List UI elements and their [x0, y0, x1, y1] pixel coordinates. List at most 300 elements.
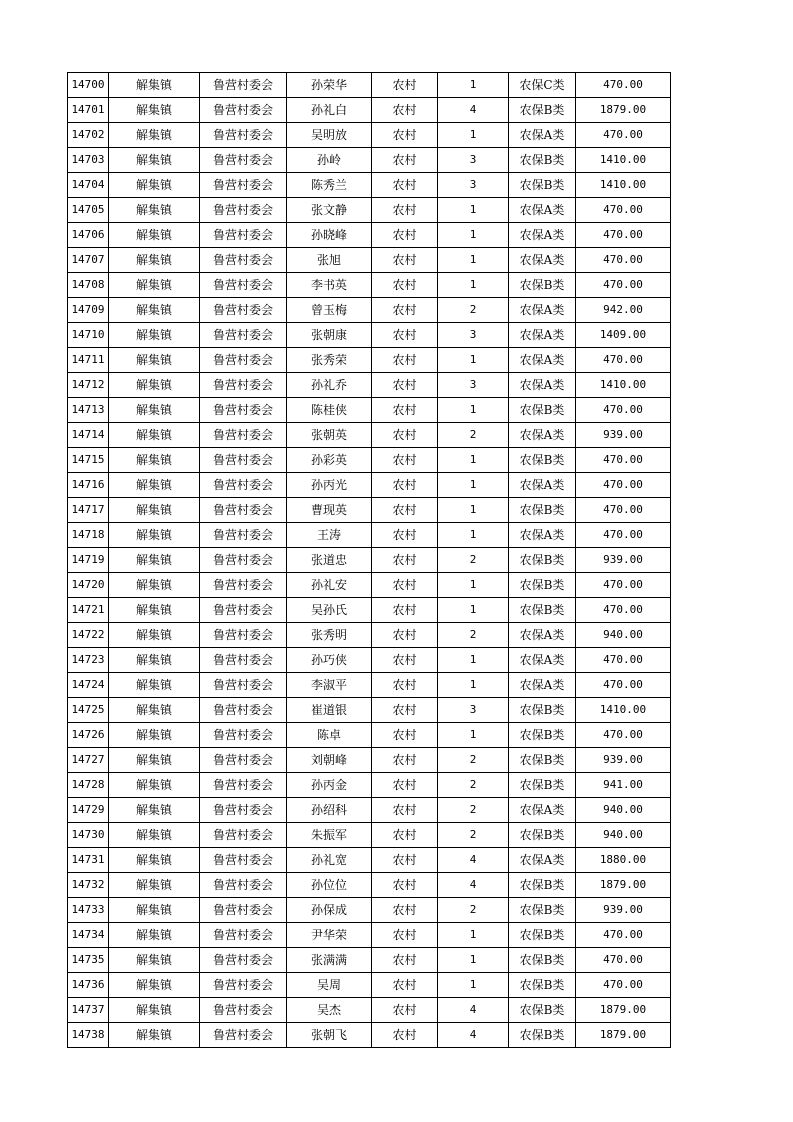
member-count-cell: 1	[438, 648, 509, 673]
record-id-cell: 14705	[68, 198, 109, 223]
record-id-cell: 14714	[68, 423, 109, 448]
record-id-cell: 14732	[68, 873, 109, 898]
amount-cell: 470.00	[576, 673, 671, 698]
household-type-cell: 农村	[372, 548, 438, 573]
record-id-cell: 14703	[68, 148, 109, 173]
amount-cell: 939.00	[576, 423, 671, 448]
person-name-cell: 吴孙氏	[287, 598, 372, 623]
amount-cell: 470.00	[576, 723, 671, 748]
town-cell: 解集镇	[109, 173, 200, 198]
town-cell: 解集镇	[109, 323, 200, 348]
household-type-cell: 农村	[372, 223, 438, 248]
insurance-category-cell: 农保A类	[509, 248, 576, 273]
record-id-cell: 14716	[68, 473, 109, 498]
table-row	[68, 823, 671, 848]
amount-cell: 1879.00	[576, 1023, 671, 1048]
household-type-cell: 农村	[372, 698, 438, 723]
village-committee-cell: 鲁营村委会	[200, 923, 287, 948]
record-id-cell: 14722	[68, 623, 109, 648]
town-cell: 解集镇	[109, 98, 200, 123]
village-committee-cell: 鲁营村委会	[200, 548, 287, 573]
village-committee-cell: 鲁营村委会	[200, 73, 287, 98]
household-type-cell: 农村	[372, 873, 438, 898]
town-cell: 解集镇	[109, 423, 200, 448]
member-count-cell: 2	[438, 898, 509, 923]
table-row	[68, 948, 671, 973]
person-name-cell: 崔道银	[287, 698, 372, 723]
household-type-cell: 农村	[372, 823, 438, 848]
town-cell: 解集镇	[109, 648, 200, 673]
table-row	[68, 998, 671, 1023]
household-type-cell: 农村	[372, 898, 438, 923]
village-committee-cell: 鲁营村委会	[200, 948, 287, 973]
village-committee-cell: 鲁营村委会	[200, 223, 287, 248]
town-cell: 解集镇	[109, 148, 200, 173]
town-cell: 解集镇	[109, 473, 200, 498]
household-type-cell: 农村	[372, 148, 438, 173]
table-row	[68, 423, 671, 448]
person-name-cell: 陈桂侠	[287, 398, 372, 423]
table-row	[68, 248, 671, 273]
table-row	[68, 973, 671, 998]
village-committee-cell: 鲁营村委会	[200, 673, 287, 698]
insurance-category-cell: 农保B类	[509, 923, 576, 948]
person-name-cell: 张满满	[287, 948, 372, 973]
town-cell: 解集镇	[109, 973, 200, 998]
amount-cell: 470.00	[576, 73, 671, 98]
record-id-cell: 14706	[68, 223, 109, 248]
table-row	[68, 498, 671, 523]
member-count-cell: 1	[438, 673, 509, 698]
person-name-cell: 张旭	[287, 248, 372, 273]
town-cell: 解集镇	[109, 448, 200, 473]
village-committee-cell: 鲁营村委会	[200, 1023, 287, 1048]
town-cell: 解集镇	[109, 598, 200, 623]
amount-cell: 942.00	[576, 298, 671, 323]
record-id-cell: 14707	[68, 248, 109, 273]
town-cell: 解集镇	[109, 873, 200, 898]
member-count-cell: 2	[438, 823, 509, 848]
household-type-cell: 农村	[372, 848, 438, 873]
insurance-category-cell: 农保B类	[509, 98, 576, 123]
household-type-cell: 农村	[372, 773, 438, 798]
town-cell: 解集镇	[109, 73, 200, 98]
household-type-cell: 农村	[372, 373, 438, 398]
village-committee-cell: 鲁营村委会	[200, 473, 287, 498]
member-count-cell: 2	[438, 773, 509, 798]
town-cell: 解集镇	[109, 673, 200, 698]
amount-cell: 939.00	[576, 548, 671, 573]
record-id-cell: 14726	[68, 723, 109, 748]
village-committee-cell: 鲁营村委会	[200, 198, 287, 223]
town-cell: 解集镇	[109, 248, 200, 273]
insurance-category-cell: 农保B类	[509, 173, 576, 198]
insurance-category-cell: 农保A类	[509, 348, 576, 373]
village-committee-cell: 鲁营村委会	[200, 648, 287, 673]
household-type-cell: 农村	[372, 398, 438, 423]
record-id-cell: 14700	[68, 73, 109, 98]
household-type-cell: 农村	[372, 573, 438, 598]
household-type-cell: 农村	[372, 323, 438, 348]
table-row	[68, 748, 671, 773]
record-id-cell: 14737	[68, 998, 109, 1023]
household-type-cell: 农村	[372, 498, 438, 523]
record-id-cell: 14708	[68, 273, 109, 298]
member-count-cell: 1	[438, 573, 509, 598]
town-cell: 解集镇	[109, 273, 200, 298]
person-name-cell: 曾玉梅	[287, 298, 372, 323]
amount-cell: 470.00	[576, 448, 671, 473]
table-row	[68, 573, 671, 598]
table-row	[68, 323, 671, 348]
record-id-cell: 14721	[68, 598, 109, 623]
village-committee-cell: 鲁营村委会	[200, 423, 287, 448]
insurance-category-cell: 农保A类	[509, 123, 576, 148]
member-count-cell: 4	[438, 98, 509, 123]
insurance-category-cell: 农保A类	[509, 848, 576, 873]
insurance-category-cell: 农保B类	[509, 398, 576, 423]
insurance-category-cell: 农保A类	[509, 648, 576, 673]
table-row	[68, 73, 671, 98]
record-id-cell: 14709	[68, 298, 109, 323]
amount-cell: 940.00	[576, 798, 671, 823]
household-type-cell: 农村	[372, 123, 438, 148]
person-name-cell: 孙位位	[287, 873, 372, 898]
insurance-category-cell: 农保B类	[509, 748, 576, 773]
town-cell: 解集镇	[109, 798, 200, 823]
amount-cell: 470.00	[576, 498, 671, 523]
village-committee-cell: 鲁营村委会	[200, 723, 287, 748]
amount-cell: 1879.00	[576, 998, 671, 1023]
table-row	[68, 648, 671, 673]
member-count-cell: 1	[438, 923, 509, 948]
household-type-cell: 农村	[372, 648, 438, 673]
table-row	[68, 548, 671, 573]
person-name-cell: 张朝英	[287, 423, 372, 448]
household-type-cell: 农村	[372, 98, 438, 123]
roster-body	[68, 73, 671, 1048]
record-id-cell: 14736	[68, 973, 109, 998]
member-count-cell: 1	[438, 723, 509, 748]
person-name-cell: 孙晓峰	[287, 223, 372, 248]
table-row	[68, 673, 671, 698]
table-row	[68, 223, 671, 248]
village-committee-cell: 鲁营村委会	[200, 523, 287, 548]
record-id-cell: 14735	[68, 948, 109, 973]
insurance-category-cell: 农保B类	[509, 823, 576, 848]
village-committee-cell: 鲁营村委会	[200, 298, 287, 323]
member-count-cell: 2	[438, 623, 509, 648]
person-name-cell: 李书英	[287, 273, 372, 298]
household-type-cell: 农村	[372, 748, 438, 773]
member-count-cell: 1	[438, 948, 509, 973]
village-committee-cell: 鲁营村委会	[200, 823, 287, 848]
town-cell: 解集镇	[109, 948, 200, 973]
record-id-cell: 14729	[68, 798, 109, 823]
household-type-cell: 农村	[372, 998, 438, 1023]
amount-cell: 470.00	[576, 573, 671, 598]
town-cell: 解集镇	[109, 548, 200, 573]
amount-cell: 939.00	[576, 748, 671, 773]
table-row	[68, 398, 671, 423]
household-type-cell: 农村	[372, 673, 438, 698]
town-cell: 解集镇	[109, 523, 200, 548]
amount-cell: 470.00	[576, 273, 671, 298]
record-id-cell: 14701	[68, 98, 109, 123]
village-committee-cell: 鲁营村委会	[200, 323, 287, 348]
town-cell: 解集镇	[109, 398, 200, 423]
person-name-cell: 曹现英	[287, 498, 372, 523]
village-committee-cell: 鲁营村委会	[200, 173, 287, 198]
member-count-cell: 1	[438, 523, 509, 548]
household-type-cell: 农村	[372, 473, 438, 498]
person-name-cell: 尹华荣	[287, 923, 372, 948]
town-cell: 解集镇	[109, 373, 200, 398]
village-committee-cell: 鲁营村委会	[200, 973, 287, 998]
member-count-cell: 3	[438, 698, 509, 723]
member-count-cell: 1	[438, 598, 509, 623]
amount-cell: 941.00	[576, 773, 671, 798]
household-type-cell: 农村	[372, 348, 438, 373]
roster-table	[67, 72, 671, 1048]
member-count-cell: 4	[438, 998, 509, 1023]
household-type-cell: 农村	[372, 623, 438, 648]
town-cell: 解集镇	[109, 348, 200, 373]
insurance-category-cell: 农保A类	[509, 673, 576, 698]
village-committee-cell: 鲁营村委会	[200, 773, 287, 798]
person-name-cell: 李淑平	[287, 673, 372, 698]
household-type-cell: 农村	[372, 523, 438, 548]
amount-cell: 470.00	[576, 223, 671, 248]
household-type-cell: 农村	[372, 298, 438, 323]
amount-cell: 470.00	[576, 923, 671, 948]
table-row	[68, 898, 671, 923]
amount-cell: 470.00	[576, 248, 671, 273]
town-cell: 解集镇	[109, 773, 200, 798]
village-committee-cell: 鲁营村委会	[200, 123, 287, 148]
amount-cell: 1410.00	[576, 148, 671, 173]
amount-cell: 1880.00	[576, 848, 671, 873]
insurance-category-cell: 农保A类	[509, 523, 576, 548]
table-row	[68, 798, 671, 823]
amount-cell: 470.00	[576, 123, 671, 148]
amount-cell: 1410.00	[576, 173, 671, 198]
table-row	[68, 448, 671, 473]
town-cell: 解集镇	[109, 698, 200, 723]
insurance-category-cell: 农保B类	[509, 723, 576, 748]
amount-cell: 1879.00	[576, 98, 671, 123]
person-name-cell: 张朝飞	[287, 1023, 372, 1048]
member-count-cell: 3	[438, 173, 509, 198]
record-id-cell: 14734	[68, 923, 109, 948]
amount-cell: 939.00	[576, 898, 671, 923]
amount-cell: 1409.00	[576, 323, 671, 348]
village-committee-cell: 鲁营村委会	[200, 598, 287, 623]
insurance-category-cell: 农保A类	[509, 223, 576, 248]
insurance-category-cell: 农保A类	[509, 473, 576, 498]
person-name-cell: 孙礼乔	[287, 373, 372, 398]
household-type-cell: 农村	[372, 798, 438, 823]
insurance-category-cell: 农保A类	[509, 623, 576, 648]
insurance-category-cell: 农保A类	[509, 323, 576, 348]
person-name-cell: 孙巧侠	[287, 648, 372, 673]
amount-cell: 940.00	[576, 623, 671, 648]
insurance-category-cell: 农保B类	[509, 573, 576, 598]
village-committee-cell: 鲁营村委会	[200, 848, 287, 873]
insurance-category-cell: 农保A类	[509, 373, 576, 398]
amount-cell: 1410.00	[576, 373, 671, 398]
insurance-category-cell: 农保B类	[509, 698, 576, 723]
village-committee-cell: 鲁营村委会	[200, 98, 287, 123]
household-type-cell: 农村	[372, 448, 438, 473]
amount-cell: 470.00	[576, 473, 671, 498]
town-cell: 解集镇	[109, 573, 200, 598]
member-count-cell: 1	[438, 123, 509, 148]
insurance-category-cell: 农保A类	[509, 198, 576, 223]
record-id-cell: 14712	[68, 373, 109, 398]
insurance-category-cell: 农保B类	[509, 873, 576, 898]
record-id-cell: 14724	[68, 673, 109, 698]
household-type-cell: 农村	[372, 173, 438, 198]
record-id-cell: 14733	[68, 898, 109, 923]
amount-cell: 470.00	[576, 348, 671, 373]
table-row	[68, 98, 671, 123]
member-count-cell: 2	[438, 798, 509, 823]
table-row	[68, 173, 671, 198]
table-row	[68, 273, 671, 298]
record-id-cell: 14713	[68, 398, 109, 423]
town-cell: 解集镇	[109, 823, 200, 848]
household-type-cell: 农村	[372, 423, 438, 448]
table-row	[68, 873, 671, 898]
household-type-cell: 农村	[372, 948, 438, 973]
village-committee-cell: 鲁营村委会	[200, 248, 287, 273]
insurance-category-cell: 农保B类	[509, 773, 576, 798]
insurance-category-cell: 农保B类	[509, 1023, 576, 1048]
member-count-cell: 4	[438, 873, 509, 898]
record-id-cell: 14715	[68, 448, 109, 473]
person-name-cell: 孙礼宽	[287, 848, 372, 873]
person-name-cell: 孙丙光	[287, 473, 372, 498]
insurance-category-cell: 农保B类	[509, 498, 576, 523]
member-count-cell: 2	[438, 748, 509, 773]
person-name-cell: 孙彩英	[287, 448, 372, 473]
person-name-cell: 孙丙金	[287, 773, 372, 798]
table-row	[68, 698, 671, 723]
village-committee-cell: 鲁营村委会	[200, 873, 287, 898]
amount-cell: 470.00	[576, 648, 671, 673]
person-name-cell: 朱振军	[287, 823, 372, 848]
village-committee-cell: 鲁营村委会	[200, 623, 287, 648]
person-name-cell: 张道忠	[287, 548, 372, 573]
table-row	[68, 123, 671, 148]
member-count-cell: 2	[438, 298, 509, 323]
town-cell: 解集镇	[109, 198, 200, 223]
member-count-cell: 1	[438, 198, 509, 223]
table-row	[68, 773, 671, 798]
member-count-cell: 1	[438, 398, 509, 423]
person-name-cell: 吴周	[287, 973, 372, 998]
amount-cell: 470.00	[576, 948, 671, 973]
village-committee-cell: 鲁营村委会	[200, 998, 287, 1023]
member-count-cell: 3	[438, 373, 509, 398]
town-cell: 解集镇	[109, 623, 200, 648]
record-id-cell: 14704	[68, 173, 109, 198]
table-row	[68, 623, 671, 648]
table-row	[68, 198, 671, 223]
village-committee-cell: 鲁营村委会	[200, 748, 287, 773]
insurance-category-cell: 农保B类	[509, 598, 576, 623]
village-committee-cell: 鲁营村委会	[200, 573, 287, 598]
table-row	[68, 598, 671, 623]
town-cell: 解集镇	[109, 748, 200, 773]
table-row	[68, 848, 671, 873]
town-cell: 解集镇	[109, 1023, 200, 1048]
town-cell: 解集镇	[109, 998, 200, 1023]
person-name-cell: 吴明放	[287, 123, 372, 148]
record-id-cell: 14717	[68, 498, 109, 523]
insurance-category-cell: 农保A类	[509, 798, 576, 823]
record-id-cell: 14710	[68, 323, 109, 348]
household-type-cell: 农村	[372, 973, 438, 998]
town-cell: 解集镇	[109, 723, 200, 748]
record-id-cell: 14731	[68, 848, 109, 873]
insurance-category-cell: 农保A类	[509, 298, 576, 323]
member-count-cell: 1	[438, 223, 509, 248]
member-count-cell: 1	[438, 73, 509, 98]
table-row	[68, 1023, 671, 1048]
member-count-cell: 1	[438, 348, 509, 373]
insurance-category-cell: 农保B类	[509, 898, 576, 923]
person-name-cell: 陈秀兰	[287, 173, 372, 198]
village-committee-cell: 鲁营村委会	[200, 498, 287, 523]
amount-cell: 1879.00	[576, 873, 671, 898]
record-id-cell: 14727	[68, 748, 109, 773]
household-type-cell: 农村	[372, 1023, 438, 1048]
member-count-cell: 1	[438, 248, 509, 273]
town-cell: 解集镇	[109, 923, 200, 948]
record-id-cell: 14730	[68, 823, 109, 848]
member-count-cell: 4	[438, 1023, 509, 1048]
insurance-category-cell: 农保B类	[509, 273, 576, 298]
household-type-cell: 农村	[372, 923, 438, 948]
record-id-cell: 14725	[68, 698, 109, 723]
person-name-cell: 孙礼白	[287, 98, 372, 123]
member-count-cell: 1	[438, 498, 509, 523]
table-row	[68, 473, 671, 498]
table-row	[68, 723, 671, 748]
amount-cell: 470.00	[576, 198, 671, 223]
record-id-cell: 14702	[68, 123, 109, 148]
village-committee-cell: 鲁营村委会	[200, 373, 287, 398]
record-id-cell: 14723	[68, 648, 109, 673]
household-type-cell: 农村	[372, 73, 438, 98]
insurance-category-cell: 农保B类	[509, 948, 576, 973]
person-name-cell: 孙礼安	[287, 573, 372, 598]
member-count-cell: 1	[438, 973, 509, 998]
household-type-cell: 农村	[372, 723, 438, 748]
village-committee-cell: 鲁营村委会	[200, 698, 287, 723]
record-id-cell: 14728	[68, 773, 109, 798]
insurance-category-cell: 农保C类	[509, 73, 576, 98]
record-id-cell: 14720	[68, 573, 109, 598]
person-name-cell: 陈卓	[287, 723, 372, 748]
member-count-cell: 4	[438, 848, 509, 873]
person-name-cell: 孙保成	[287, 898, 372, 923]
insurance-category-cell: 农保B类	[509, 148, 576, 173]
village-committee-cell: 鲁营村委会	[200, 148, 287, 173]
member-count-cell: 2	[438, 548, 509, 573]
